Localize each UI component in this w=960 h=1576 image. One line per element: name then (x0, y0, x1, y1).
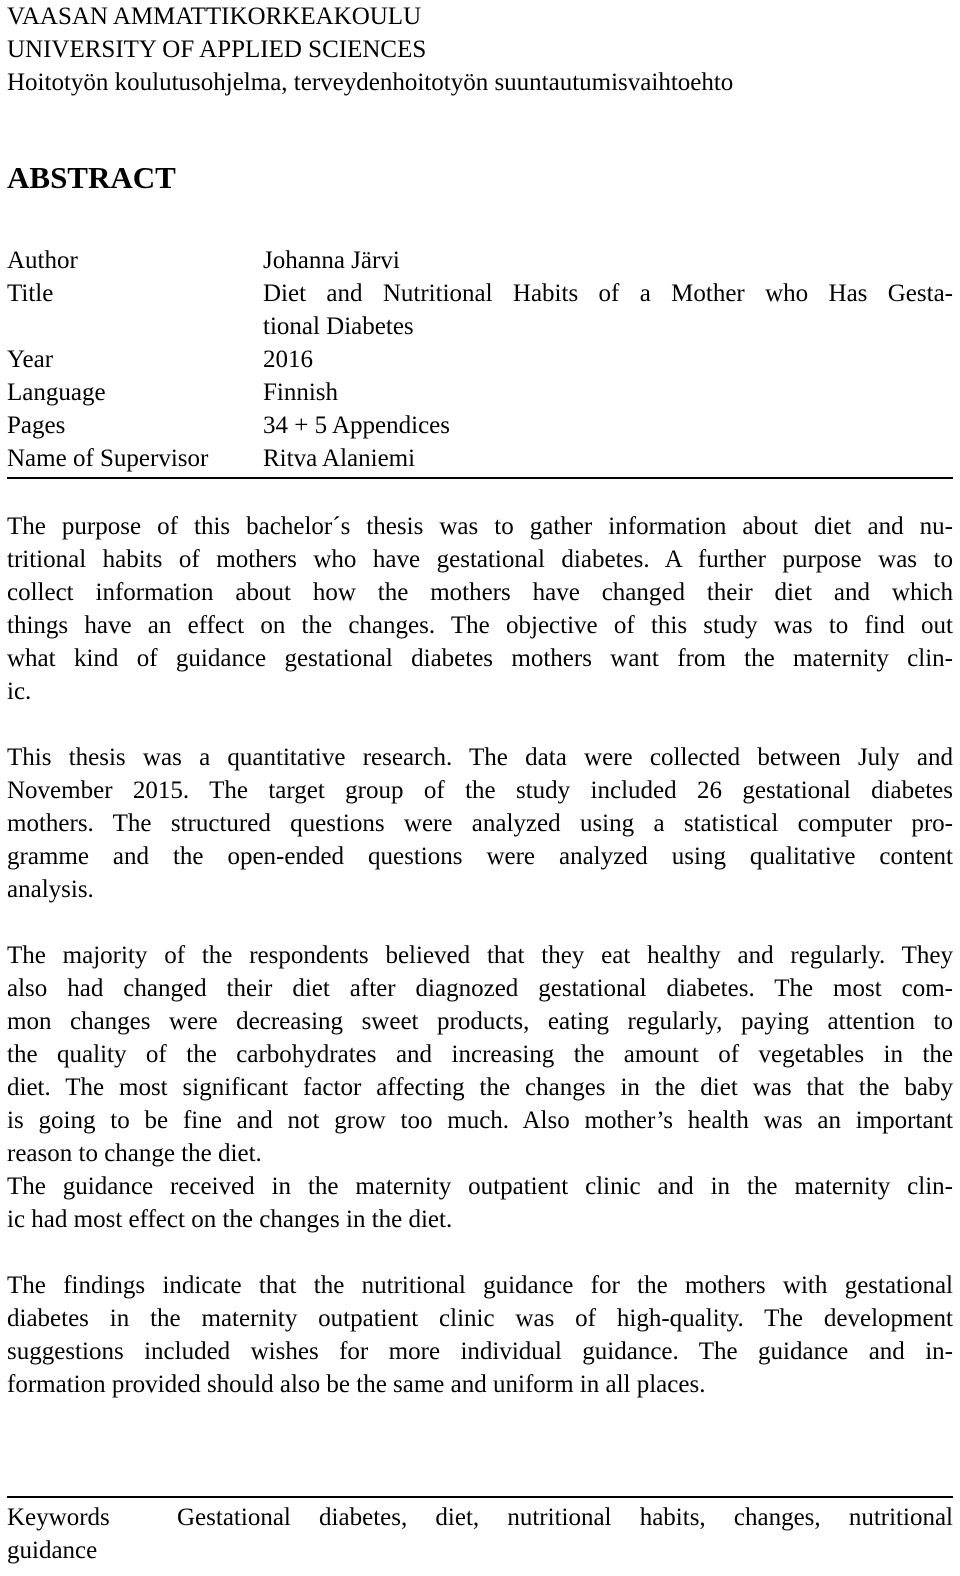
language-label: Language (7, 379, 106, 406)
text-line: mothers. The structured questions were analyzed using a statistical computer pro- (7, 810, 953, 837)
paragraph-spacer (7, 1236, 953, 1269)
text-line: suggestions included wishes for more individual guidance. The guidance and in- (7, 1338, 953, 1365)
institution-name-fi: VAASAN AMMATTIKORKEAKOULU (7, 3, 422, 30)
keywords-value-line-2: guidance (7, 1537, 98, 1564)
keywords-line (7, 1501, 953, 1534)
keywords-value-line-1: Gestational diabetes, diet, nutritional habits, changes, nutritional (177, 1504, 953, 1531)
text-line: what kind of guidance gestational diabetes mothers want from the maternity clin- (7, 645, 953, 672)
author-label: Author (7, 247, 78, 274)
text-line: ic. (7, 678, 32, 705)
text-line: formation provided should also be the same and uniform in all places. (7, 1371, 706, 1398)
text-line: gramme and the open-ended questions were analyzed using qualitative content (7, 843, 953, 870)
paragraph-spacer (7, 708, 953, 741)
abstract-heading: ABSTRACT (7, 160, 176, 195)
meta-row-language (7, 376, 953, 409)
text-line: is going to be fine and not grow too much. Also mother’s health was an important (7, 1107, 953, 1134)
title-label: Title (7, 280, 54, 307)
thesis-metadata (7, 244, 953, 475)
text-line: analysis. (7, 876, 94, 903)
text-line: mon changes were decreasing sweet products, eating regularly, paying attention to (7, 1008, 953, 1035)
keywords-section (7, 1501, 953, 1567)
paragraph-guidance (7, 1170, 953, 1236)
text-line: also had changed their diet after diagnozed gestational diabetes. The most com- (7, 975, 953, 1002)
text-line: This thesis was a quantitative research. The data were collected between July and (7, 744, 953, 771)
meta-row-pages (7, 409, 953, 442)
programme-name: Hoitotyön koulutusohjelma, terveydenhoitotyön suuntautumisvaihtoehto (7, 69, 734, 96)
paragraph-method (7, 741, 953, 906)
pages-value: 34 + 5 Appendices (263, 412, 450, 439)
text-line: The purpose of this bachelor´s thesis was to gather information about diet and nu- (7, 513, 953, 540)
title-value-line-2: tional Diabetes (263, 313, 414, 340)
meta-row-year (7, 343, 953, 376)
abstract-body (7, 510, 953, 1401)
year-label: Year (7, 346, 54, 373)
paragraph-purpose (7, 510, 953, 708)
keywords-label: Keywords (7, 1504, 110, 1531)
meta-row-title (7, 277, 953, 343)
text-line: collect information about how the mothers have changed their diet and which (7, 579, 953, 606)
year-value: 2016 (263, 346, 313, 373)
text-line: diet. The most significant factor affecting the changes in the diet was that the baby (7, 1074, 953, 1101)
author-value: Johanna Järvi (263, 247, 400, 274)
text-line: The majority of the respondents believed that they eat healthy and regularly. They (7, 942, 953, 969)
keywords-divider (7, 1496, 953, 1498)
text-line: The findings indicate that the nutritional guidance for the mothers with gestational (7, 1272, 953, 1299)
text-line: the quality of the carbohydrates and increasing the amount of vegetables in the (7, 1041, 953, 1068)
meta-row-author (7, 244, 953, 277)
text-line: November 2015. The target group of the study included 26 gestational diabetes (7, 777, 953, 804)
meta-row-supervisor (7, 442, 953, 475)
document-header (7, 0, 953, 99)
title-value-line-1: Diet and Nutritional Habits of a Mother who Has Gesta- (263, 280, 953, 307)
supervisor-label: Name of Supervisor (7, 445, 209, 472)
paragraph-results (7, 939, 953, 1170)
text-line: tritional habits of mothers who have gestational diabetes. A further purpose was to (7, 546, 953, 573)
abstract-page (7, 0, 953, 1564)
text-line: things have an effect on the changes. The objective of this study was to find out (7, 612, 953, 639)
metadata-divider (7, 477, 953, 479)
title-value (263, 277, 953, 343)
pages-label: Pages (7, 412, 66, 439)
institution-name-en: UNIVERSITY OF APPLIED SCIENCES (7, 36, 427, 63)
text-line: ic had most effect on the changes in the diet. (7, 1206, 453, 1233)
text-line: reason to change the diet. (7, 1140, 262, 1167)
supervisor-value: Ritva Alaniemi (263, 445, 416, 472)
paragraph-findings (7, 1269, 953, 1401)
paragraph-spacer (7, 906, 953, 939)
text-line: diabetes in the maternity outpatient clinic was of high-quality. The development (7, 1305, 953, 1332)
text-line: The guidance received in the maternity outpatient clinic and in the maternity clin- (7, 1173, 953, 1200)
language-value: Finnish (263, 379, 339, 406)
